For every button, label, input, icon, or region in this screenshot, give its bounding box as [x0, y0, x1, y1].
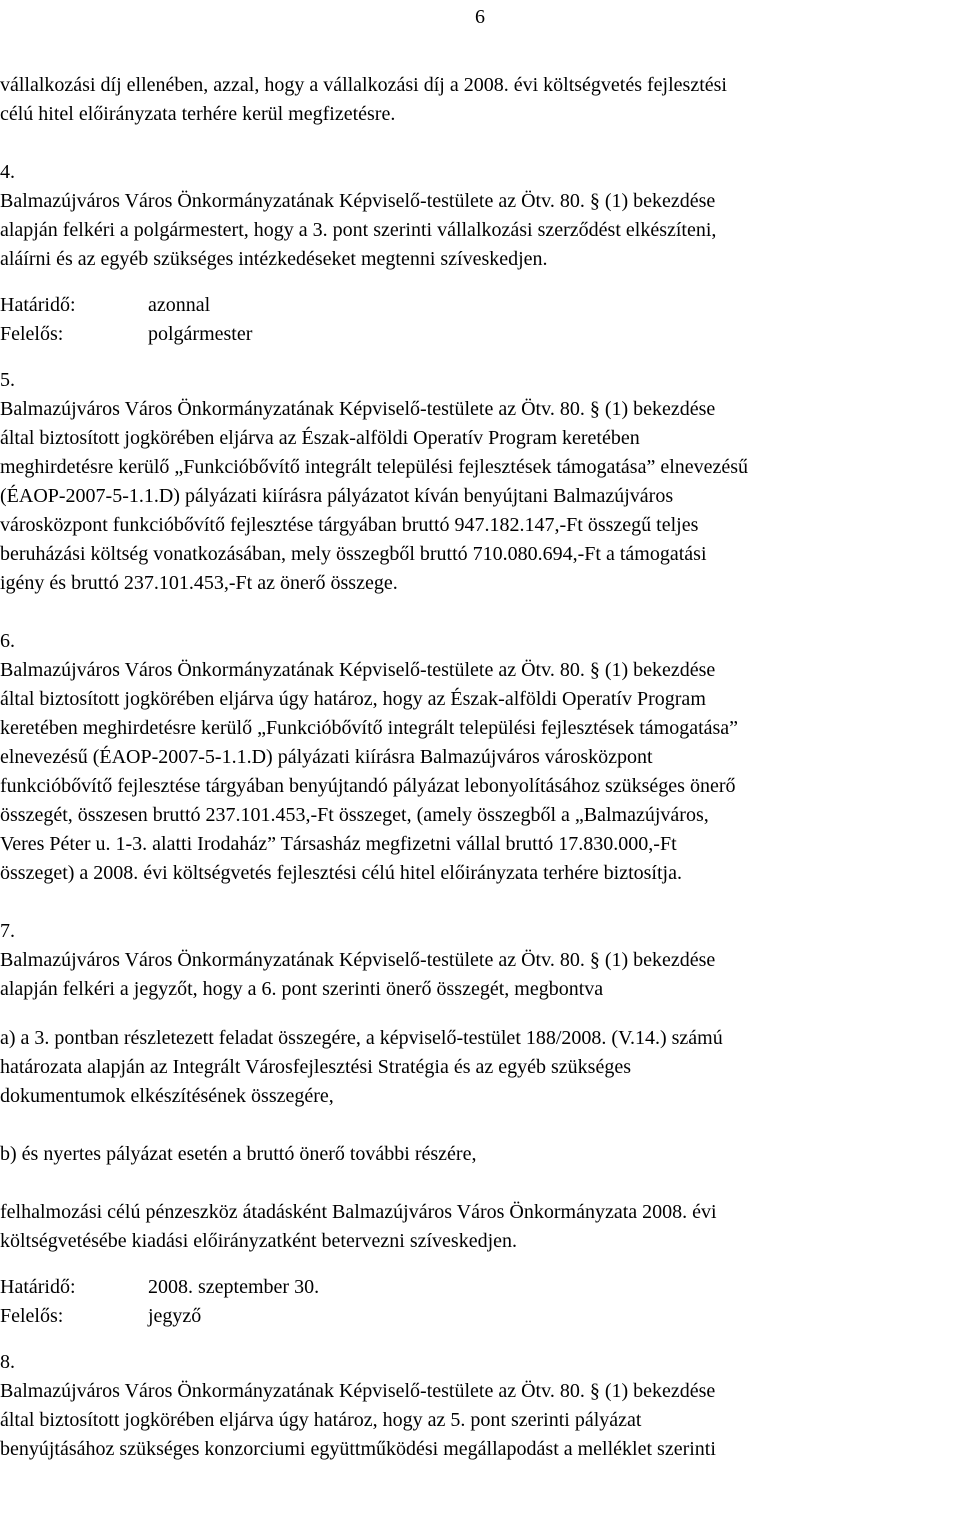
section-6 [0, 627, 955, 888]
paragraph-line: keretében meghirdetésre kerülő „Funkcióbővítő integrált települési fejlesztések támogatása” [0, 717, 739, 739]
responsible-label: Felelős: [0, 323, 64, 345]
section-number: 5. [0, 369, 15, 391]
responsible-row [0, 1302, 955, 1331]
deadline-label: Határidő: [0, 294, 76, 316]
section-number: 6. [0, 630, 15, 652]
section-3-tail [0, 71, 955, 129]
list-item-a-line: a) a 3. pontban részletezett feladat összegére, a képviselő-testület 188/2008. (V.14.) számú [0, 1027, 723, 1049]
responsible-label: Felelős: [0, 1305, 64, 1327]
list-item-b: b) és nyertes pályázat esetén a bruttó önerő további részére, [0, 1143, 477, 1165]
paragraph-line: benyújtásához szükséges konzorciumi együttműködési megállapodást a melléklet szerinti [0, 1438, 716, 1460]
paragraph-line: funkcióbővítő fejlesztése tárgyában benyújtandó pályázat lebonyolításához szükséges önerő [0, 775, 736, 797]
page-number: 6 [475, 6, 485, 28]
paragraph-line: Balmazújváros Város Önkormányzatának Képviselő-testülete az Ötv. 80. § (1) bekezdése [0, 949, 716, 971]
paragraph-line: Balmazújváros Város Önkormányzatának Képviselő-testülete az Ötv. 80. § (1) bekezdése [0, 659, 716, 681]
paragraph-line: összeget) a 2008. évi költségvetés fejlesztési célú hitel előirányzata terhére biztosítja. [0, 862, 682, 884]
section-number: 8. [0, 1351, 15, 1373]
document-body [0, 71, 955, 1464]
paragraph-line: Veres Péter u. 1-3. alatti Irodaház” Társasház megfizetni vállal bruttó 17.830.000,-Ft [0, 833, 677, 855]
paragraph-line: felhalmozási célú pénzeszköz átadásként Balmazújváros Város Önkormányzata 2008. évi [0, 1201, 717, 1223]
deadline-value: 2008. szeptember 30. [148, 1276, 320, 1298]
paragraph-line: aláírni és az egyéb szükséges intézkedéseket megtenni szíveskedjen. [0, 248, 548, 270]
paragraph-line: Balmazújváros Város Önkormányzatának Képviselő-testülete az Ötv. 80. § (1) bekezdése [0, 1380, 716, 1402]
section-number: 7. [0, 920, 15, 942]
list-item-a-line: határozata alapján az Integrált Városfejlesztési Stratégia és az egyéb szükséges [0, 1056, 631, 1078]
paragraph-line: Balmazújváros Város Önkormányzatának Képviselő-testülete az Ötv. 80. § (1) bekezdése [0, 398, 716, 420]
responsible-row [0, 320, 955, 349]
paragraph-line: meghirdetésre kerülő „Funkcióbővítő integrált települési fejlesztések támogatása” elnevezésű [0, 456, 749, 478]
deadline-label: Határidő: [0, 1276, 76, 1298]
paragraph-line: által biztosított jogkörében eljárva úgy határoz, hogy az 5. pont szerinti pályázat [0, 1409, 642, 1431]
deadline-value: azonnal [148, 294, 211, 316]
paragraph-line: által biztosított jogkörében eljárva az Észak-alföldi Operatív Program keretében [0, 427, 640, 449]
paragraph-line: igény és bruttó 237.101.453,-Ft az önerő összege. [0, 572, 398, 594]
paragraph-line: (ÉAOP-2007-5-1.1.D) pályázati kiírásra pályázatot kíván benyújtani Balmazújváros [0, 485, 674, 507]
paragraph-line: költségvetésébe kiadási előirányzatként betervezni szíveskedjen. [0, 1230, 518, 1252]
section-8 [0, 1348, 955, 1464]
section-5 [0, 366, 955, 598]
paragraph-line: elnevezésű (ÉAOP-2007-5-1.1.D) pályázati kiírásra Balmazújváros városközpont [0, 746, 653, 768]
deadline-row [0, 291, 955, 320]
paragraph-line: városközpont funkcióbővítő fejlesztése tárgyában bruttó 947.182.147,-Ft összegű teljes [0, 514, 699, 536]
section-number: 4. [0, 161, 15, 183]
paragraph-line: alapján felkéri a polgármestert, hogy a 3. pont szerinti vállalkozási szerződést elkészíteni, [0, 219, 717, 241]
paragraph-line: összegét, összesen bruttó 237.101.453,-Ft összeget, (amely összegből a „Balmazújváros, [0, 804, 709, 826]
section-7 [0, 917, 955, 1331]
deadline-row [0, 1273, 955, 1302]
paragraph-line: Balmazújváros Város Önkormányzatának Képviselő-testülete az Ötv. 80. § (1) bekezdése [0, 190, 716, 212]
responsible-value: jegyző [148, 1305, 202, 1327]
section-4 [0, 158, 955, 349]
paragraph-line: által biztosított jogkörében eljárva úgy határoz, hogy az Észak-alföldi Operatív Program [0, 688, 706, 710]
responsible-value: polgármester [148, 323, 253, 345]
paragraph-line: beruházási költség vonatkozásában, mely összegből bruttó 710.080.694,-Ft a támogatási [0, 543, 707, 565]
paragraph-line: vállalkozási díj ellenében, azzal, hogy a vállalkozási díj a 2008. évi költségvetés fejlesztési [0, 74, 727, 96]
paragraph-line: célú hitel előirányzata terhére kerül megfizetésre. [0, 103, 396, 125]
paragraph-line: alapján felkéri a jegyzőt, hogy a 6. pont szerinti önerő összegét, megbontva [0, 978, 604, 1000]
list-item-a-line: dokumentumok elkészítésének összegére, [0, 1085, 334, 1107]
